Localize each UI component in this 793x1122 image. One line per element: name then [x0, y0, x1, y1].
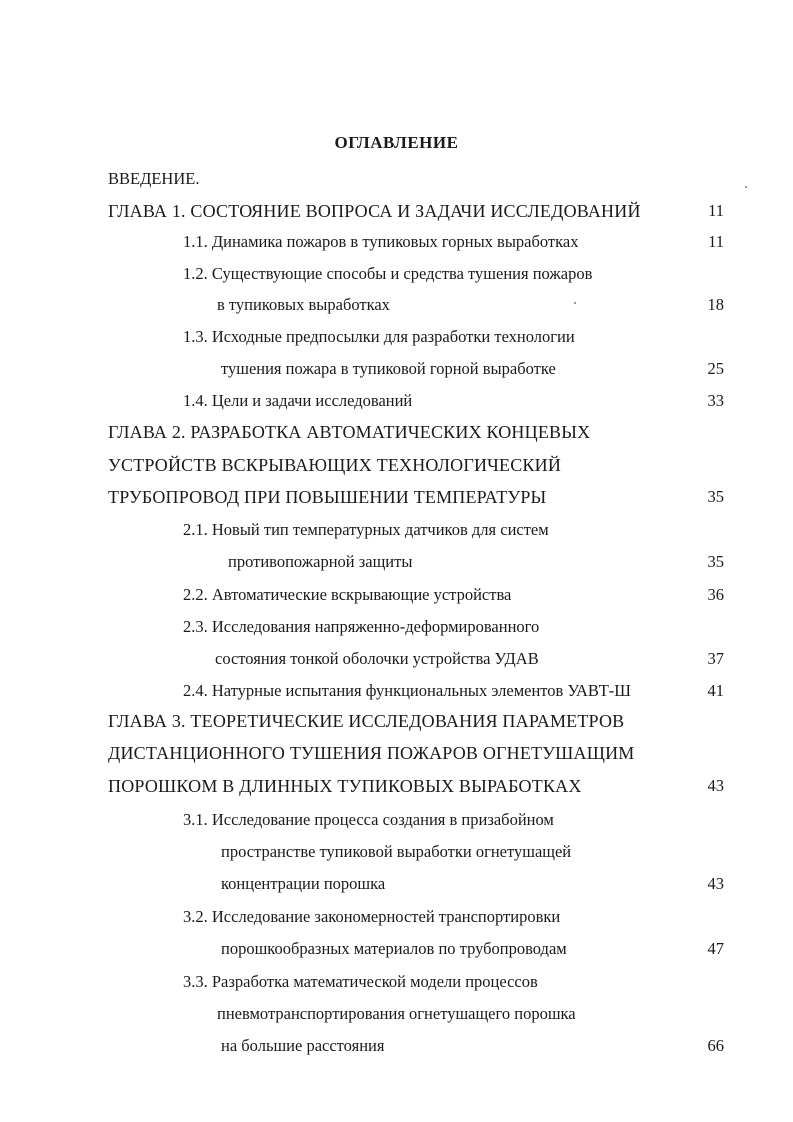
section-2-4: 2.4. Натурные испытания функциональных элементов УАВТ-Ш	[183, 681, 631, 700]
section-3-2-page: 47	[707, 939, 724, 958]
chapter-2-page: 35	[707, 487, 724, 506]
section-1-2-line2: в тупиковых выработках	[217, 295, 390, 314]
section-2-1-line1: 2.1. Новый тип температурных датчиков для систем	[183, 520, 549, 539]
section-2-1-line2: противопожарной защиты	[228, 552, 413, 571]
chapter-1-heading: ГЛАВА 1. СОСТОЯНИЕ ВОПРОСА И ЗАДАЧИ ИССЛЕДОВАНИЙ	[108, 201, 641, 221]
section-2-4-page: 41	[707, 681, 724, 700]
section-3-1-line3: концентрации порошка	[221, 874, 386, 893]
section-3-1-line2: пространстве тупиковой выработки огнетушащей	[221, 842, 572, 861]
section-3-3-line2: пневмотранспортирования огнетушащего порошка	[217, 1004, 576, 1023]
section-3-1-line1: 3.1. Исследование процесса создания в призабойном	[183, 810, 554, 829]
section-3-3-line3: на большие расстояния	[221, 1036, 385, 1055]
section-2-1-page: 35	[707, 552, 724, 571]
chapter-2-heading-line1: ГЛАВА 2. РАЗРАБОТКА АВТОМАТИЧЕСКИХ КОНЦЕВЫХ	[108, 422, 591, 442]
chapter-3-heading-line2: ДИСТАНЦИОННОГО ТУШЕНИЯ ПОЖАРОВ ОГНЕТУШАЩИМ	[108, 743, 635, 763]
section-1-1-page: 11	[708, 232, 724, 251]
section-1-3-line1: 1.3. Исходные предпосылки для разработки технологии	[183, 327, 575, 346]
section-3-3-line1: 3.3. Разработка математической модели процессов	[183, 972, 538, 991]
section-2-3-line2: состояния тонкой оболочки устройства УДАВ	[215, 649, 539, 668]
section-2-2: 2.2. Автоматические вскрывающие устройства	[183, 585, 512, 604]
section-1-2-line1: 1.2. Существующие способы и средства тушения пожаров	[183, 264, 593, 283]
intro-entry: ВВЕДЕНИЕ.	[108, 169, 200, 188]
section-1-3-line2: тушения пожара в тупиковой горной выработке	[221, 359, 556, 378]
section-1-4-page: 33	[707, 391, 724, 410]
chapter-1-page: 11	[708, 201, 724, 220]
section-1-4: 1.4. Цели и задачи исследований	[183, 391, 413, 410]
chapter-3-page: 43	[707, 776, 724, 795]
chapter-3-heading-line1: ГЛАВА 3. ТЕОРЕТИЧЕСКИЕ ИССЛЕДОВАНИЯ ПАРАМЕТРОВ	[108, 711, 625, 731]
chapter-2-heading-line3: ТРУБОПРОВОД ПРИ ПОВЫШЕНИИ ТЕМПЕРАТУРЫ	[108, 487, 547, 507]
scan-speck	[574, 302, 576, 304]
section-2-3-line1: 2.3. Исследования напряженно-деформированного	[183, 617, 540, 636]
chapter-3-heading-line3: ПОРОШКОМ В ДЛИННЫХ ТУПИКОВЫХ ВЫРАБОТКАХ	[108, 776, 582, 796]
section-1-1: 1.1. Динамика пожаров в тупиковых горных выработках	[183, 232, 579, 251]
section-2-3-page: 37	[707, 649, 724, 668]
section-3-1-page: 43	[707, 874, 724, 893]
section-3-2-line2: порошкообразных материалов по трубопроводам	[221, 939, 567, 958]
page-title: ОГЛАВЛЕНИЕ	[334, 133, 459, 152]
scan-speck	[745, 186, 747, 188]
section-1-3-page: 25	[707, 359, 724, 378]
chapter-2-heading-line2: УСТРОЙСТВ ВСКРЫВАЮЩИХ ТЕХНОЛОГИЧЕСКИЙ	[108, 455, 562, 475]
section-3-2-line1: 3.2. Исследование закономерностей транспортировки	[183, 907, 561, 926]
section-1-2-page: 18	[707, 295, 724, 314]
section-3-3-page: 66	[707, 1036, 724, 1055]
section-2-2-page: 36	[707, 585, 724, 604]
